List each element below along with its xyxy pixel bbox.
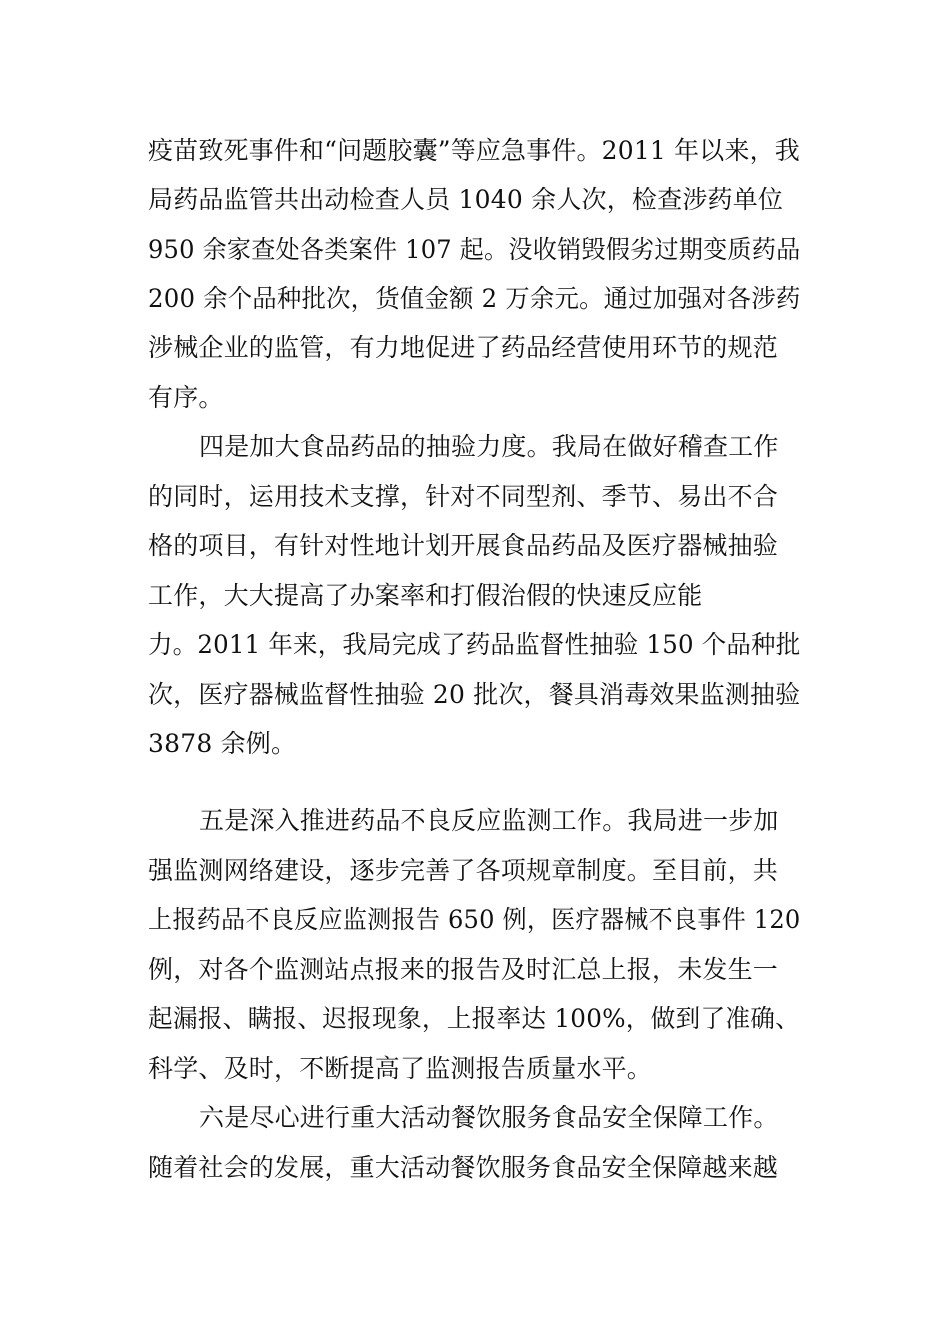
text-line: 涉械企业的监管，有力地促进了药品经营使用环节的规范 xyxy=(148,333,779,362)
text-line: 工作，大大提高了办案率和打假治假的快速反应能 xyxy=(148,581,703,610)
text-line: 例，对各个监测站点报来的报告及时汇总上报，未发生一 xyxy=(148,955,779,984)
paragraph-first-line: 四是加大食品药品的抽验力度。我局在做好稽查工作 xyxy=(199,432,779,461)
text-line: 力。2011 年来，我局完成了药品监督性抽验 150 个品种批 xyxy=(148,630,801,659)
paragraph-first-line: 五是深入推进药品不良反应监测工作。我局进一步加 xyxy=(199,806,779,835)
text-line: 强监测网络建设，逐步完善了各项规章制度。至目前，共 xyxy=(148,856,779,885)
text-line: 有序。 xyxy=(148,383,224,412)
text-line: 格的项目，有针对性地计划开展食品药品及医疗器械抽验 xyxy=(148,531,779,560)
text-line: 随着社会的发展，重大活动餐饮服务食品安全保障越来越 xyxy=(148,1153,779,1182)
text-line: 科学、及时，不断提高了监测报告质量水平。 xyxy=(148,1054,653,1083)
text-line: 的同时，运用技术支撑，针对不同型剂、季节、易出不合 xyxy=(148,482,779,511)
text-line: 疫苗致死事件和“问题胶囊”等应急事件。2011 年以来，我 xyxy=(148,136,800,165)
text-line: 950 余家查处各类案件 107 起。没收销毁假劣过期变质药品 xyxy=(148,235,801,264)
text-line: 次，医疗器械监督性抽验 20 批次，餐具消毒效果监测抽验 xyxy=(148,680,801,709)
text-line: 200 余个品种批次，货值金额 2 万余元。通过加强对各涉药 xyxy=(148,284,801,313)
text-line: 局药品监管共出动检查人员 1040 余人次，检查涉药单位 xyxy=(148,185,784,214)
paragraph-first-line: 六是尽心进行重大活动餐饮服务食品安全保障工作。 xyxy=(199,1103,779,1132)
text-line: 上报药品不良反应监测报告 650 例，医疗器械不良事件 120 xyxy=(148,905,801,934)
text-line: 起漏报、瞒报、迟报现象，上报率达 100%，做到了准确、 xyxy=(148,1004,801,1033)
text-line: 3878 余例。 xyxy=(148,729,297,758)
